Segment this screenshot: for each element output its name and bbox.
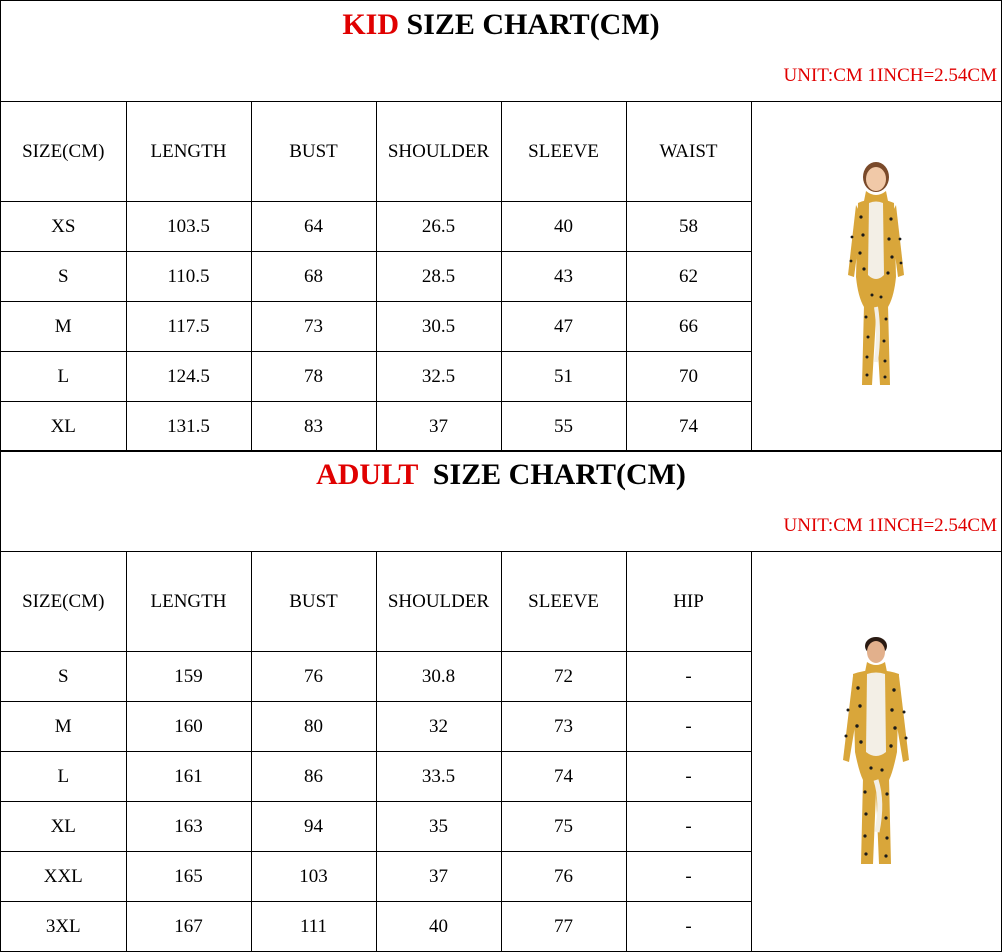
length-cell: 110.5 [126,252,251,302]
length-cell: 161 [126,752,251,802]
adult-title [1,457,1001,493]
shoulder-cell: 30.5 [376,302,501,352]
size-cell: S [1,652,126,702]
sleeve-cell: 74 [501,752,626,802]
kid-unit-note: UNIT:CM 1INCH=2.54CM [783,65,997,86]
bust-cell: 111 [251,902,376,952]
header-cell: BUST [251,102,376,202]
header-cell: SIZE(CM) [1,552,126,652]
waist-cell: 58 [626,202,751,252]
size-cell: XS [1,202,126,252]
size-cell: 3XL [1,902,126,952]
adult-model-photo [751,552,1001,952]
header-cell: SLEEVE [501,552,626,652]
kid-title-highlight: KID [342,8,400,41]
adult-section [0,450,1002,952]
header-cell: HIP [626,552,751,652]
length-cell: 167 [126,902,251,952]
size-cell: S [1,252,126,302]
bust-cell: 103 [251,852,376,902]
length-cell: 117.5 [126,302,251,352]
sleeve-cell: 73 [501,702,626,752]
bust-cell: 94 [251,802,376,852]
kid-section [0,0,1002,451]
adult-title-text: SIZE CHART(CM) [417,458,686,491]
waist-cell: 70 [626,352,751,402]
size-cell: XL [1,402,126,452]
shoulder-cell: 32 [376,702,501,752]
length-cell: 165 [126,852,251,902]
size-cell: XL [1,802,126,852]
length-cell: 103.5 [126,202,251,252]
bust-cell: 76 [251,652,376,702]
shoulder-cell: 26.5 [376,202,501,252]
length-cell: 159 [126,652,251,702]
shoulder-cell: 37 [376,402,501,452]
sleeve-cell: 43 [501,252,626,302]
hip-cell: - [626,752,751,802]
shoulder-cell: 40 [376,902,501,952]
header-cell: SIZE(CM) [1,102,126,202]
sleeve-cell: 77 [501,902,626,952]
bust-cell: 86 [251,752,376,802]
size-cell: M [1,702,126,752]
length-cell: 124.5 [126,352,251,402]
sleeve-cell: 55 [501,402,626,452]
hip-cell: - [626,702,751,752]
waist-cell: 62 [626,252,751,302]
header-cell: BUST [251,552,376,652]
shoulder-cell: 30.8 [376,652,501,702]
header-cell: LENGTH [126,102,251,202]
sleeve-cell: 47 [501,302,626,352]
sleeve-cell: 75 [501,802,626,852]
sleeve-cell: 72 [501,652,626,702]
sleeve-cell: 76 [501,852,626,902]
shoulder-cell: 32.5 [376,352,501,402]
length-cell: 163 [126,802,251,852]
header-cell: SHOULDER [376,102,501,202]
header-cell: SLEEVE [501,102,626,202]
hip-cell: - [626,652,751,702]
bust-cell: 83 [251,402,376,452]
shoulder-cell: 33.5 [376,752,501,802]
kid-title [1,7,1001,43]
size-cell: M [1,302,126,352]
size-cell: L [1,352,126,402]
shoulder-cell: 35 [376,802,501,852]
sleeve-cell: 40 [501,202,626,252]
bust-cell: 80 [251,702,376,752]
kid-model-photo [751,102,1001,452]
bust-cell: 73 [251,302,376,352]
bust-cell: 64 [251,202,376,252]
sleeve-cell: 51 [501,352,626,402]
waist-cell: 74 [626,402,751,452]
length-cell: 131.5 [126,402,251,452]
kid-size-table [1,101,1001,452]
adult-size-table [1,551,1001,952]
size-cell: XXL [1,852,126,902]
kid-title-text: SIZE CHART(CM) [399,8,660,41]
adult-title-highlight: ADULT [316,458,418,491]
length-cell: 160 [126,702,251,752]
bust-cell: 78 [251,352,376,402]
adult-unit-note: UNIT:CM 1INCH=2.54CM [783,515,997,536]
size-cell: L [1,752,126,802]
hip-cell: - [626,802,751,852]
waist-cell: 66 [626,302,751,352]
shoulder-cell: 28.5 [376,252,501,302]
hip-cell: - [626,852,751,902]
bust-cell: 68 [251,252,376,302]
shoulder-cell: 37 [376,852,501,902]
adult-cheetah-costume-figure [831,632,921,872]
table-header-row [1,552,1001,652]
hip-cell: - [626,902,751,952]
header-cell: SHOULDER [376,552,501,652]
kid-cheetah-costume-figure [836,157,916,397]
table-header-row [1,102,1001,202]
header-cell: WAIST [626,102,751,202]
header-cell: LENGTH [126,552,251,652]
